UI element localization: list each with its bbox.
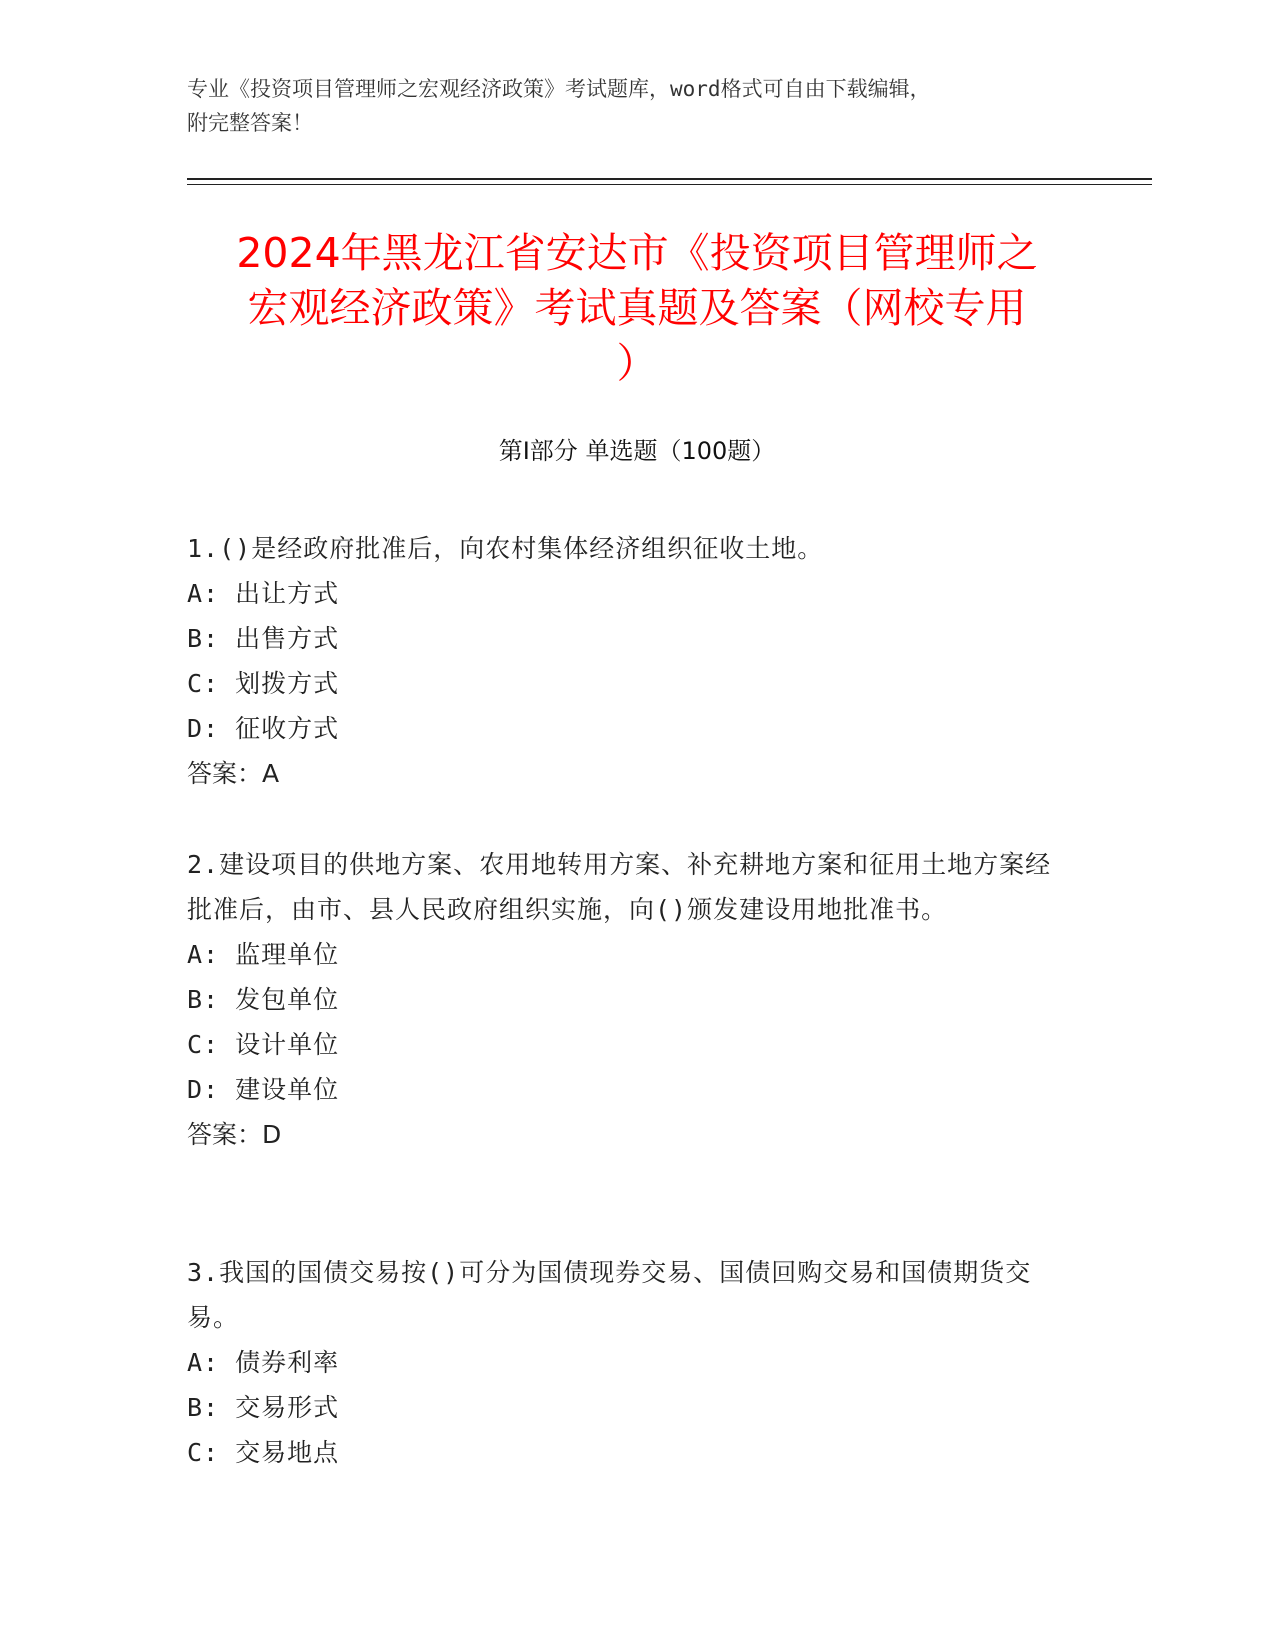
- document-title-line-1: 2024年黑龙江省安达市《投资项目管理师之: [236, 229, 1038, 277]
- question-option-c: C: 交易地点: [187, 1438, 340, 1467]
- question-option-d: D: 征收方式: [187, 714, 340, 743]
- question-stem: 2.建设项目的供地方案、农用地转用方案、补充耕地方案和征用土地方案经批准后，由市、县人民政府组织实施，向()颁发建设用地批准书。: [187, 850, 1052, 924]
- question-option-b: B: 出售方式: [187, 624, 340, 653]
- question-option-d: D: 建设单位: [187, 1075, 340, 1104]
- question-option-a: A: 出让方式: [187, 579, 340, 608]
- header-note: [187, 72, 1087, 140]
- question-option-b: B: 发包单位: [187, 985, 340, 1014]
- question-option-c: C: 划拨方式: [187, 669, 340, 698]
- question-3: [187, 1250, 1067, 1475]
- question-answer: 答案：A: [187, 759, 280, 788]
- document-title: [187, 226, 1087, 391]
- question-2: [187, 842, 1067, 1157]
- header-note-line-2: 附完整答案！: [187, 111, 313, 135]
- header-note-line-1: 专业《投资项目管理师之宏观经济政策》考试题库，word格式可自由下载编辑，: [187, 77, 931, 101]
- question-1: [187, 526, 1067, 796]
- question-stem: 3.我国的国债交易按()可分为国债现券交易、国债回购交易和国债期货交易。: [187, 1258, 1032, 1332]
- document-title-line-3: ）: [616, 339, 658, 387]
- question-option-a: A: 监理单位: [187, 940, 340, 969]
- question-stem: 1.()是经政府批准后，向农村集体经济组织征收土地。: [187, 534, 824, 563]
- header-rule-thin: [187, 184, 1152, 185]
- header-rule-thick: [187, 178, 1152, 180]
- document-title-line-2: 宏观经济政策》考试真题及答案（网校专用: [247, 284, 1027, 332]
- question-option-b: B: 交易形式: [187, 1393, 340, 1422]
- question-answer: 答案：D: [187, 1120, 282, 1149]
- question-option-c: C: 设计单位: [187, 1030, 340, 1059]
- question-option-a: A: 债券利率: [187, 1348, 340, 1377]
- section-heading: 第I部分 单选题（100题）: [498, 437, 776, 465]
